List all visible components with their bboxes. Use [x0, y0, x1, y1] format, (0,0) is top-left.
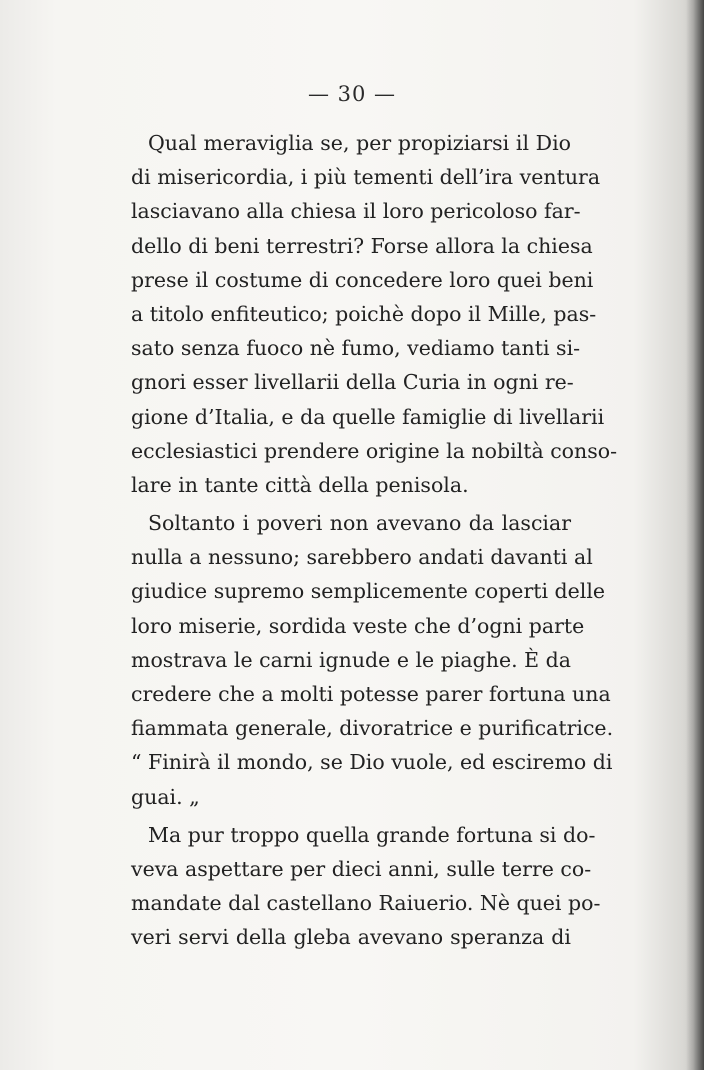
text-line: gnori esser livellarii della Curia in ogni re-: [131, 370, 574, 395]
text-line: dello di beni terrestri? Forse allora la chiesa: [131, 233, 593, 258]
paragraph: [131, 818, 601, 955]
text-line: giudice supremo semplicemente coperti delle: [131, 579, 606, 604]
text-line: loro miserie, sordida veste che d’ogni parte: [131, 613, 585, 638]
binding-edge: [686, 0, 704, 1070]
text-line: nulla a nessuno; sarebbero andati davanti al: [131, 545, 593, 570]
text-line: prese il costume di concedere loro quei beni: [131, 267, 594, 292]
text-line: ecclesiastici prendere origine la nobiltà conso-: [131, 438, 618, 463]
text-line: credere che a molti potesse parer fortuna una: [131, 682, 611, 706]
text-line: lare in tante città della penisola.: [131, 472, 469, 497]
text-line: veva aspettare per dieci anni, sulle terre co-: [131, 856, 592, 881]
text-line: a titolo enfiteutico; poichè dopo il Mille, pas-: [131, 301, 597, 326]
text-line: Ma pur troppo quella grande fortuna si do-: [148, 822, 596, 847]
text-line: mostrava le carni ignude e le piaghe. È da: [131, 647, 571, 672]
text-line: sato senza fuoco nè fumo, vediamo tanti si-: [131, 336, 581, 361]
text-line: Qual meraviglia se, per propiziarsi il Dio: [148, 131, 571, 155]
text-line: gione d’Italia, e da quelle famiglie di livellarii: [131, 404, 605, 429]
text-line: di misericordia, i più tementi dell’ira ventura: [131, 165, 601, 190]
text-line: “ Finirà il mondo, se Dio vuole, ed esciremo di: [131, 750, 613, 775]
page-number: — 30 —: [307, 82, 397, 106]
paragraph: [131, 126, 618, 502]
text-line: Soltanto i poveri non avevano da lasciar: [148, 511, 571, 536]
text-line: fiammata generale, divoratrice e purificatrice.: [131, 716, 614, 741]
body-text: [131, 126, 618, 955]
paragraph: [131, 506, 614, 814]
text-line: mandate dal castellano Raiuerio. Nè quei po-: [131, 891, 601, 916]
text-line: veri servi della gleba avevano speranza di: [131, 925, 571, 950]
text-line: lasciavano alla chiesa il loro pericoloso far-: [131, 199, 581, 224]
text-line: guai. „: [131, 784, 200, 809]
